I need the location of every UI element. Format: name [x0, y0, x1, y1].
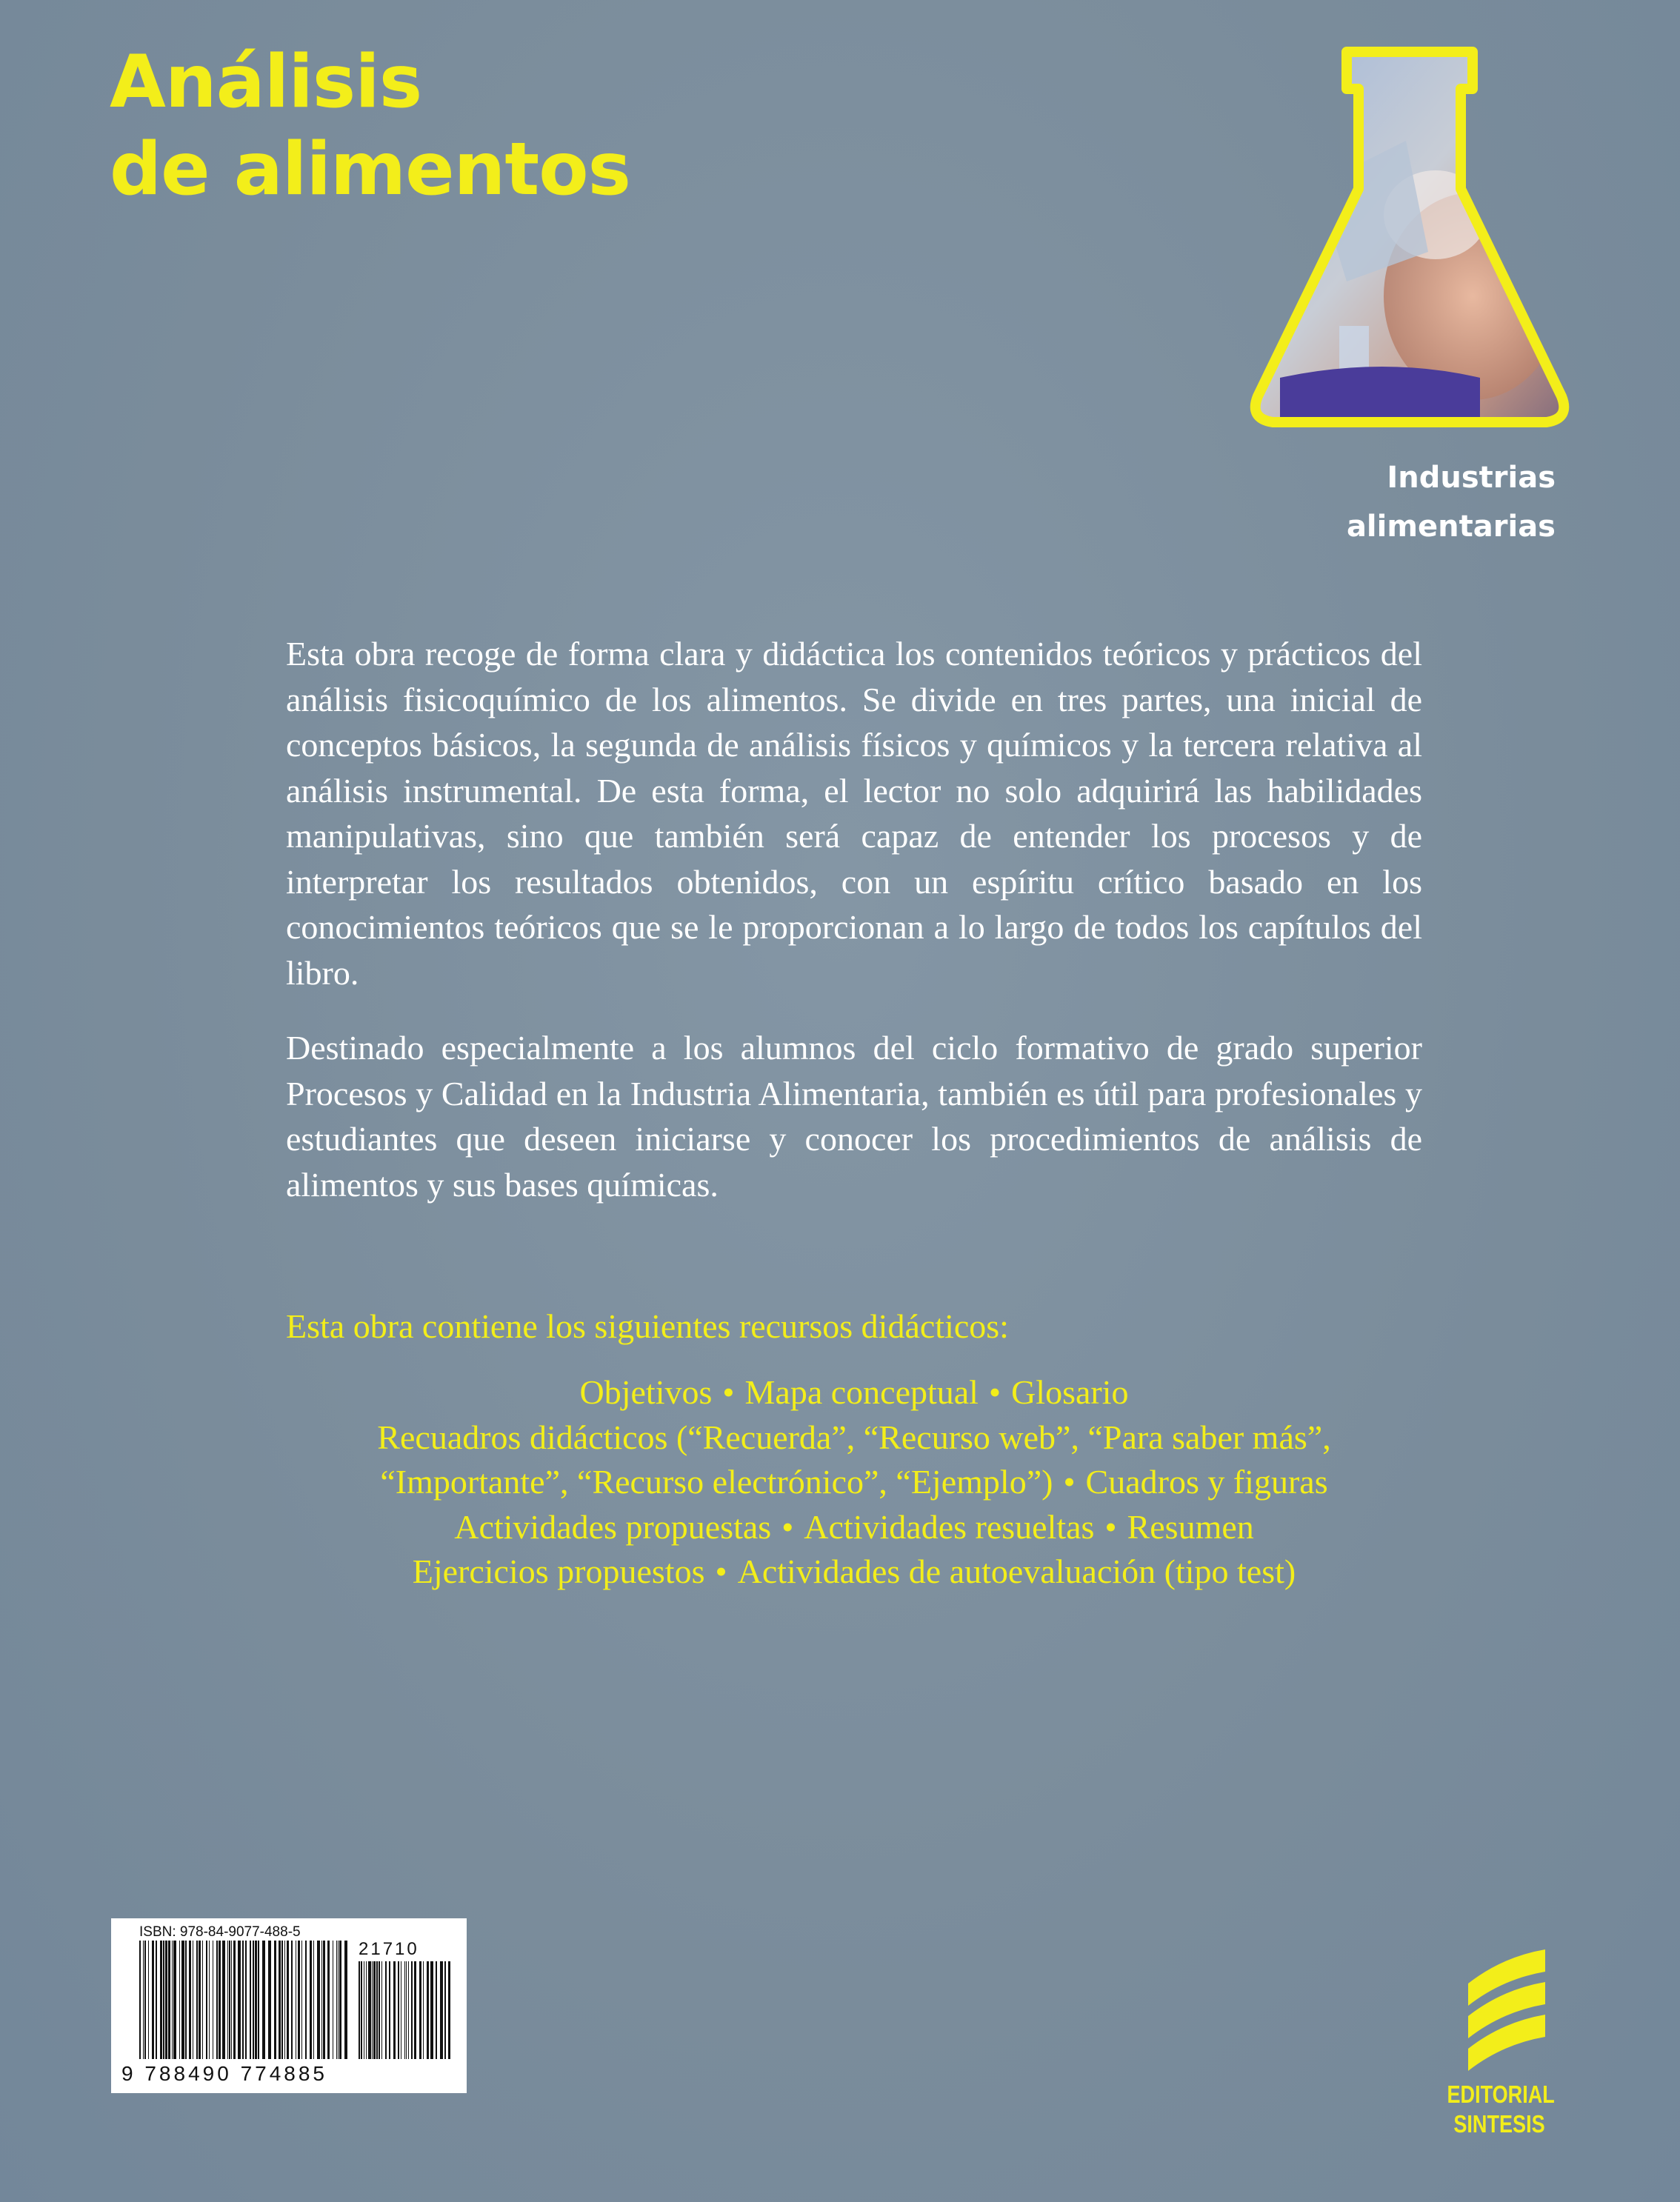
- barcode-bar: [144, 1941, 146, 2059]
- resource-item: Glosario: [1011, 1373, 1129, 1411]
- barcode-addon-bar: [411, 1961, 413, 2059]
- barcode-bar: [219, 1941, 221, 2059]
- barcode-bar: [321, 1941, 322, 2059]
- barcode-bar: [317, 1941, 320, 2059]
- barcode-bar: [216, 1941, 218, 2059]
- barcode-bar: [298, 1941, 300, 2059]
- barcode-addon-bar: [444, 1961, 446, 2059]
- bullet-separator: •: [1104, 1507, 1117, 1546]
- barcode-bar: [268, 1941, 271, 2059]
- barcode-bar: [233, 1941, 236, 2059]
- barcode-bar: [227, 1941, 228, 2059]
- barcode-bar: [222, 1941, 225, 2059]
- barcode-bar: [250, 1941, 251, 2059]
- barcode-bar: [238, 1941, 241, 2059]
- resource-item: Resumen: [1127, 1507, 1254, 1546]
- barcode-bar: [336, 1941, 337, 2059]
- barcode: [111, 1918, 467, 2093]
- barcode-bar: [291, 1941, 293, 2059]
- barcode-bar: [202, 1941, 203, 2059]
- resource-item: Actividades de autoevaluación (tipo test): [737, 1552, 1296, 1590]
- barcode-bar: [253, 1941, 254, 2059]
- barcode-addon-bar: [372, 1961, 373, 2059]
- barcode-addon-bar: [404, 1961, 405, 2059]
- barcode-bar: [165, 1941, 167, 2059]
- barcode-addon-bar: [398, 1961, 399, 2059]
- barcode-bar: [139, 1941, 141, 2059]
- barcode-bar: [287, 1941, 289, 2059]
- barcode-addon-bar: [406, 1961, 407, 2059]
- barcode-addon-bar: [419, 1961, 421, 2059]
- barcode-addon-bar: [361, 1961, 362, 2059]
- series-name: [1347, 453, 1556, 551]
- barcode-bar: [310, 1941, 312, 2059]
- barcode-addon-bar: [381, 1961, 382, 2059]
- barcode-bar: [262, 1941, 265, 2059]
- book-title: [110, 39, 630, 213]
- flask-image: [1236, 30, 1584, 444]
- barcode-number: 9 788490 774885: [121, 2062, 327, 2085]
- barcode-bar: [284, 1941, 285, 2059]
- series-line-2: alimentarias: [1346, 510, 1556, 544]
- barcode-bar: [160, 1941, 162, 2059]
- description-paragraph-1: Esta obra recoge de forma clara y didáctica los contenidos teóricos y prácticos del análisis fisicoquímico de los alimentos. Se divide en tres partes, una inicial de conceptos básicos, la segunda de análisis físicos y químicos y la tercera relativa al análisis instrumental. De esta forma, el lector no solo adquirirá las habilidades manipulativas, sino que también será capaz de entender los procesos y de interpretar los resultados obtenidos, con un espíritu crítico basado en los conocimientos teóricos que se le proporcionan a lo largo de todos los capítulos del libro.: [286, 635, 1422, 992]
- barcode-bar: [301, 1941, 302, 2059]
- barcode-bar: [279, 1941, 281, 2059]
- description: [286, 631, 1422, 1237]
- barcode-bar: [242, 1941, 244, 2059]
- barcode-addon-bar: [436, 1961, 437, 2059]
- barcode-bar: [338, 1941, 339, 2059]
- barcode-bar: [255, 1941, 257, 2059]
- resource-item: Actividades resueltas: [804, 1507, 1095, 1546]
- barcode-bar: [168, 1941, 170, 2059]
- barcode-addon-bar: [368, 1961, 371, 2059]
- barcode-bar: [344, 1941, 347, 2059]
- barcode-addon: 21710: [359, 1939, 419, 1959]
- barcode-bar: [229, 1941, 230, 2059]
- publisher-name: [1447, 2080, 1555, 2139]
- barcode-addon-bar: [373, 1961, 376, 2059]
- resource-item-part: Recuadros didácticos (“Recuerda”, “Recurso web”, “Para saber más”,: [377, 1418, 1331, 1456]
- barcode-addon-bar: [389, 1961, 390, 2059]
- barcode-bar: [206, 1941, 207, 2059]
- barcode-addon-bar: [440, 1961, 443, 2059]
- description-paragraph-2: Destinado especialmente a los alumnos del ciclo formativo de grado superior Procesos y Calidad en la Industria Alimentaria, también es útil para profesionales y estudiantes que deseen iniciarse y conocer los procedimientos de análisis de alimentos y sus bases químicas.: [286, 1029, 1422, 1204]
- barcode-bar: [327, 1941, 330, 2059]
- barcode-bar: [163, 1941, 164, 2059]
- barcode-bar: [181, 1941, 184, 2059]
- resources-line-5: [222, 1549, 1486, 1595]
- barcode-bar: [148, 1941, 149, 2059]
- barcode-addon-bar: [427, 1961, 429, 2059]
- barcode-addon-bar: [359, 1961, 360, 2059]
- resource-item: Mapa conceptual: [744, 1373, 979, 1411]
- title-line-2: de alimentos: [110, 127, 630, 212]
- series-line-1: Industrias: [1387, 461, 1556, 495]
- barcode-addon-bar: [423, 1961, 424, 2059]
- barcode-bar: [258, 1941, 259, 2059]
- barcode-bar: [274, 1941, 276, 2059]
- resources-line-3: [222, 1460, 1486, 1505]
- bullet-separator: •: [715, 1552, 727, 1590]
- publisher-line-2: SINTESIS: [1453, 2110, 1545, 2138]
- barcode-addon-bar: [393, 1961, 396, 2059]
- barcode-bar: [156, 1941, 157, 2059]
- barcode-bar: [185, 1941, 187, 2059]
- barcode-addon-bar: [408, 1961, 409, 2059]
- barcode-bar: [143, 1941, 144, 2059]
- bullet-separator: •: [1063, 1463, 1076, 1501]
- barcode-bar: [189, 1941, 191, 2059]
- resource-item: Cuadros y figuras: [1085, 1463, 1328, 1501]
- barcode-bar: [199, 1941, 201, 2059]
- resources-list: [222, 1370, 1486, 1595]
- resource-item-part: “Importante”, “Recurso electrónico”, “Ejemplo”): [380, 1463, 1053, 1501]
- resource-item: Objetivos: [579, 1373, 713, 1411]
- barcode-bar: [313, 1941, 314, 2059]
- isbn-label: ISBN: 978-84-9077-488-5: [139, 1924, 301, 1940]
- barcode-bar: [173, 1941, 176, 2059]
- barcode-addon-bar: [366, 1961, 367, 2059]
- barcode-addon-bar: [430, 1961, 433, 2059]
- barcode-bar: [152, 1941, 154, 2059]
- barcode-bar: [323, 1941, 325, 2059]
- barcode-bar: [281, 1941, 283, 2059]
- barcode-bar: [231, 1941, 232, 2059]
- barcode-addon-bar: [414, 1961, 416, 2059]
- resources-heading: Esta obra contiene los siguientes recursos didácticos:: [286, 1307, 1009, 1345]
- barcode-addon-bar: [448, 1961, 450, 2059]
- resources-line-1: [222, 1370, 1486, 1415]
- barcode-bar: [196, 1941, 198, 2059]
- bullet-separator: •: [781, 1507, 794, 1546]
- barcode-bar: [245, 1941, 247, 2059]
- barcode-bar: [339, 1941, 341, 2059]
- title-line-1: Análisis: [110, 40, 422, 124]
- barcode-bar: [305, 1941, 307, 2059]
- barcode-addon-bar: [385, 1961, 387, 2059]
- resource-item: Actividades propuestas: [454, 1507, 772, 1546]
- barcode-bar: [179, 1941, 180, 2059]
- resources-line-2: [222, 1415, 1486, 1461]
- barcode-bar: [172, 1941, 173, 2059]
- barcode-addon-bar: [376, 1961, 378, 2059]
- publisher-line-1: EDITORIAL: [1447, 2081, 1555, 2108]
- resource-item: Ejercicios propuestos: [412, 1552, 705, 1590]
- barcode-bar: [209, 1941, 210, 2059]
- resources-line-4: [222, 1505, 1486, 1550]
- publisher-logo-icon: [1436, 1935, 1563, 2075]
- bullet-separator: •: [722, 1373, 735, 1411]
- barcode-addon-bar: [379, 1961, 380, 2059]
- bullet-separator: •: [988, 1373, 1001, 1411]
